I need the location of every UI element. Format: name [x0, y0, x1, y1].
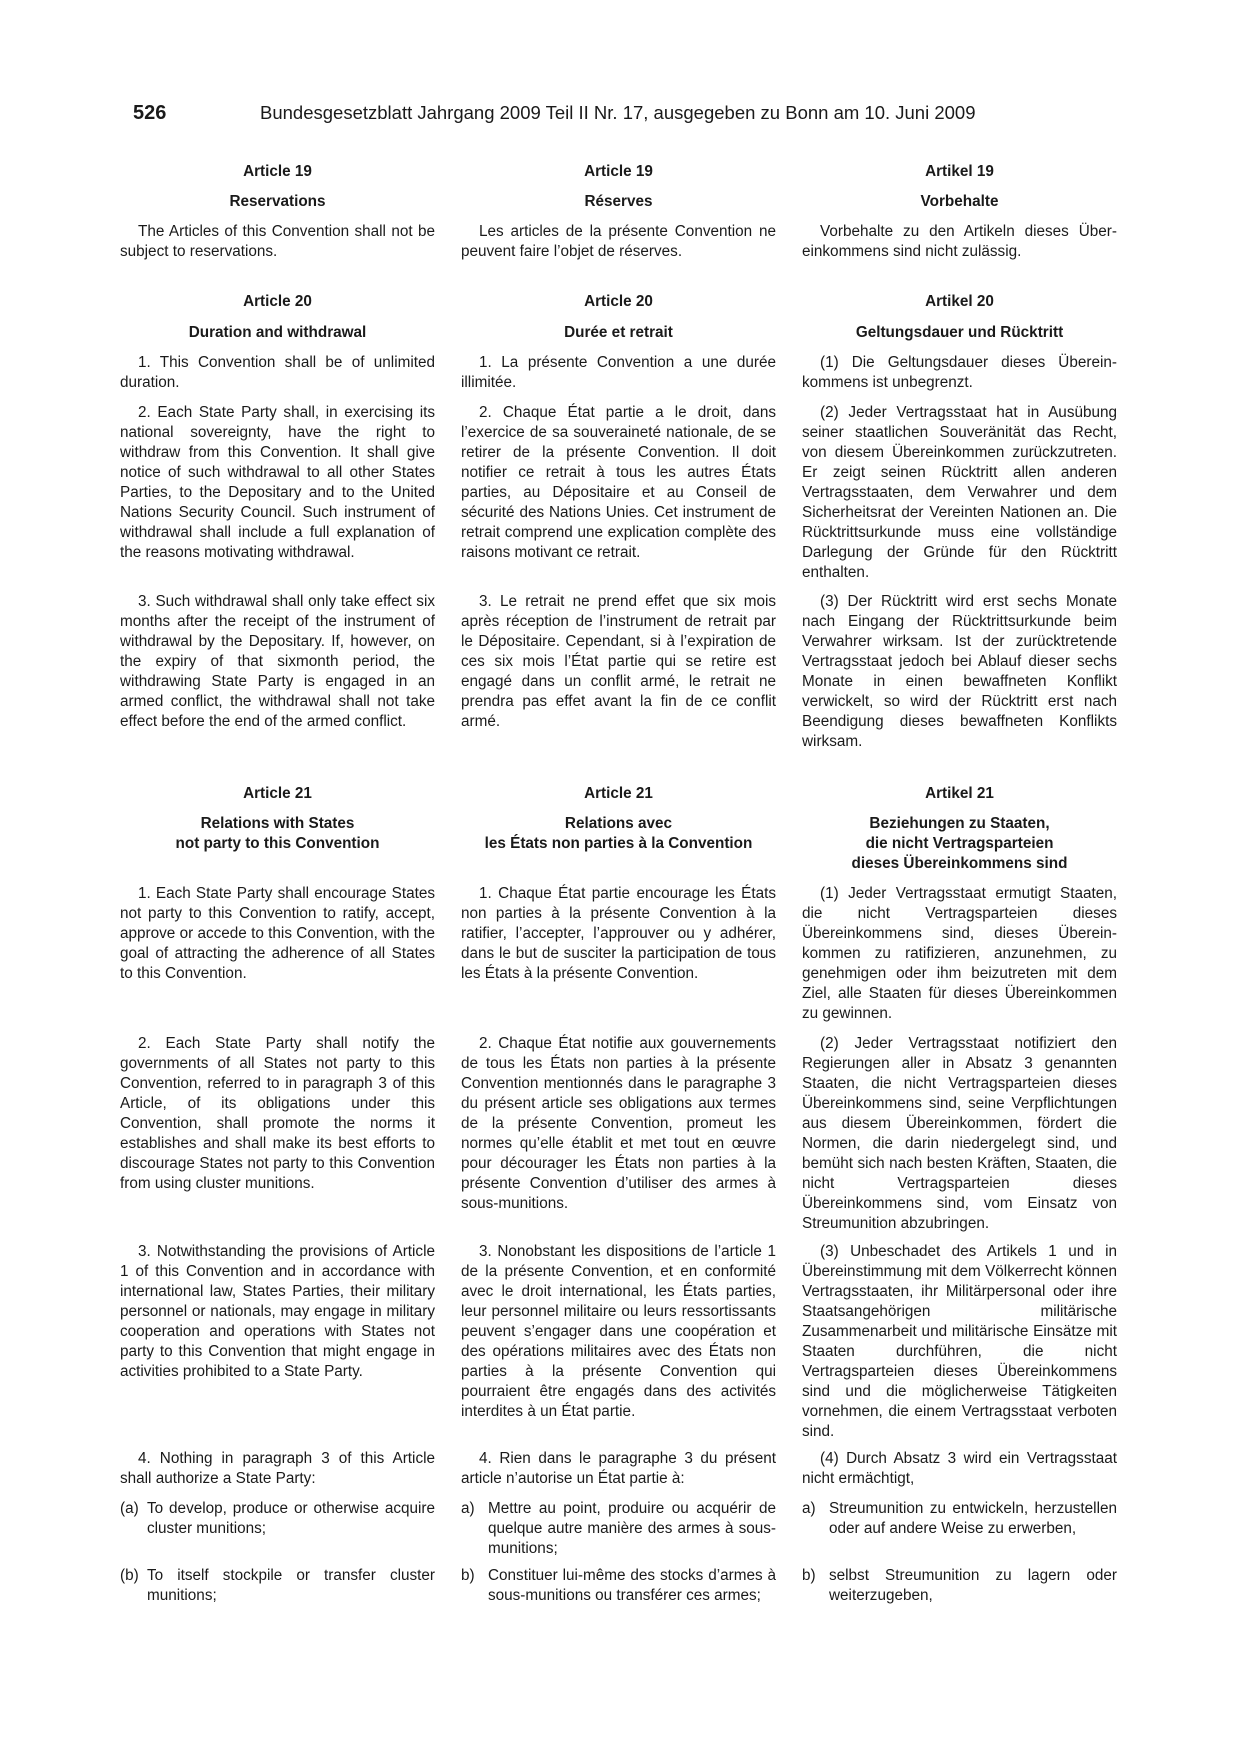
list-item-b — [120, 1566, 435, 1606]
list-marker: b) — [461, 1567, 475, 1584]
article-21-heading-line-2: les États non parties à la Convention — [484, 835, 753, 852]
article-21-paragraph-2: (2) Jeder Vertragsstaat notifiziert den Regierungen aller in Absatz 3 genannten Staaten, die nicht Vertragsparteien dieses Übereinkommens sind, seine Verpflichtungen aus diesem Übereinkommen, fördert die Normen, die darin niedergelegt sind, und bemüht sich nach besten Kräften, Staaten, die nicht Vertragsparteien dieses Übereinkommens sind, vom Einsatz von Streumunition abzubringen. — [802, 1035, 1117, 1232]
article-21-paragraph-1: 1. Each State Party shall encourage States not party to this Convention to ratify, accept, approve or accede to this Convention, with the goal of attracting the adherence of all States to this Convention. — [120, 885, 435, 982]
article-19-title: Artikel 19 — [925, 163, 994, 180]
article-21-heading-line-3: dieses Übereinkommens sind — [851, 855, 1068, 872]
list-item-a — [461, 1499, 776, 1559]
article-21-heading-line-1: Beziehungen zu Staaten, — [869, 815, 1050, 832]
article-19-title: Article 19 — [584, 163, 653, 180]
article-21-heading-line-2: die nicht Vertragsparteien — [865, 835, 1054, 852]
list-text: To itself stockpile or transfer cluster munitions; — [147, 1567, 435, 1604]
list-text: selbst Streumunition zu lagern oder weiterzugeben, — [829, 1567, 1117, 1604]
list-item-b — [461, 1566, 776, 1606]
article-21-paragraph-2: 2. Chaque État notifie aux gouvernements de tous les États non parties à la présente Convention mentionnés dans le paragraphe 3 du présent article ses obligations aux termes de la présente Convention, promeut les normes qu’elle établit et met tout en œuvre pour décourager les États non parties à la présente Convention d’utiliser des armes à sous-munitions. — [461, 1035, 776, 1212]
article-20-title: Article 20 — [584, 293, 653, 310]
article-21-paragraph-1: 1. Chaque État partie encourage les États non parties à la présente Convention à la ratifier, l’accepter, l’approuver ou y adhérer, dans le but de susciter la participation de tous les États à la présente Convention. — [461, 885, 776, 982]
page-number: 526 — [133, 102, 167, 124]
list-marker: (a) — [120, 1500, 139, 1517]
article-20-title: Artikel 20 — [925, 293, 994, 310]
article-21-heading-line-1: Relations with States — [200, 815, 355, 832]
article-19-paragraph: Vorbehalte zu den Artikeln dieses Übereinkommens sind nicht zulässig. — [802, 223, 1117, 260]
article-20-paragraph-2: 2. Each State Party shall, in exercising its national sovereignty, have the right to withdraw from this Convention. It shall give notice of such withdrawal to all other States Parties, to the Depositary and to the United Nations Security Council. Such instrument of withdrawal shall include a full explanation of the reasons motivating withdrawal. — [120, 404, 435, 561]
article-21-title: Article 21 — [243, 785, 312, 802]
article-20-paragraph-2: 2. Chaque État partie a le droit, dans l’exercice de sa souveraineté nationale, de se retirer de la présente Convention. Il doit notifier ce retrait à tous les autres États parties, au Dépositaire et au Conseil de sécurité des Nations Unies. Cet instrument de retrait comprend une explication complète des raisons motivant ce retrait. — [461, 404, 776, 561]
article-21-paragraph-4: (4) Durch Absatz 3 wird ein Vertragsstaat nicht ermächtigt, — [802, 1450, 1117, 1487]
article-19-heading: Reservations — [229, 193, 326, 210]
article-20-heading: Duration and withdrawal — [188, 324, 367, 341]
list-text: Streumunition zu entwickeln, herzustellen oder auf andere Weise zu erwerben, — [829, 1500, 1117, 1537]
article-21-paragraph-3: (3) Unbeschadet des Artikels 1 und in Übereinstimmung mit dem Völkerrecht können Vertragsstaaten, ihr Militärpersonal oder ihre Staatsangehörigen militärische Zusammenarbeit und militärische Einsätze mit Staaten durchführen, die nicht Vertragsparteien dieses Übereinkommens sind und die möglicherweise Tätigkeiten vornehmen, die einem Vertragsstaat verboten sind. — [802, 1243, 1117, 1440]
article-19-title: Article 19 — [243, 163, 312, 180]
article-20-paragraph-3: (3) Der Rücktritt wird erst sechs Monate nach Eingang der Rücktrittsurkunde beim Verwahrer wirksam. Ist der zurücktretende Vertragsstaat jedoch bei Ablauf dieser sechs Monate in einen bewaffneten Konflikt verwickelt, so wird der Rücktritt erst nach Beendigung dieses bewaffneten Konflikts wirksam. — [802, 593, 1117, 750]
list-marker: a) — [461, 1500, 475, 1517]
list-marker: b) — [802, 1567, 816, 1584]
article-20-paragraph-3: 3. Le retrait ne prend effet que six mois après réception de l’instrument de retrait par le Dépositaire. Cependant, si à l’expiration de ces six mois l’État partie qui se retire est engagé dans un conflit armé, le retrait ne prendra pas effet avant la fin de ce conflit armé. — [461, 593, 776, 730]
list-item-a — [802, 1499, 1117, 1539]
article-20-paragraph-2: (2) Jeder Vertragsstaat hat in Ausübung seiner staatlichen Souveränität das Recht, von diesem Übereinkommen zurückzutreten. Er zeigt seinen Rücktritt allen anderen Vertragsstaaten, dem Verwahrer und dem Sicherheitsrat der Vereinten Nationen an. Die Rücktrittsurkunde muss eine vollständige Darlegung der Gründe für den Rücktritt enthalten. — [802, 404, 1117, 581]
article-20-paragraph-1: 1. This Convention shall be of unlimited duration. — [120, 354, 435, 391]
article-21-title: Article 21 — [584, 785, 653, 802]
page-header — [133, 102, 1113, 132]
article-20-paragraph-1: 1. La présente Convention a une durée illimitée. — [461, 354, 776, 391]
list-marker: (b) — [120, 1567, 139, 1584]
article-19-heading: Réserves — [584, 193, 653, 210]
running-title: Bundesgesetzblatt Jahrgang 2009 Teil II Nr. 17, ausgegeben zu Bonn am 10. Juni 2009 — [260, 102, 976, 123]
article-21-paragraph-4: 4. Nothing in paragraph 3 of this Article shall authorize a State Party: — [120, 1450, 435, 1487]
article-21-title: Artikel 21 — [925, 785, 994, 802]
list-text: To develop, produce or otherwise acquire cluster munitions; — [147, 1500, 435, 1537]
article-19-paragraph: Les articles de la présente Convention ne peuvent faire l’objet de réserves. — [461, 223, 776, 260]
article-21-paragraph-3: 3. Notwithstanding the provisions of Article 1 of this Convention and in accordance with international law, States Parties, their military personnel or nationals, may engage in military cooperation and operations with States not party to this Convention that might engage in activities prohibited to a State Party. — [120, 1243, 435, 1380]
article-19-heading: Vorbehalte — [920, 193, 999, 210]
list-marker: a) — [802, 1500, 816, 1517]
article-21-paragraph-2: 2. Each State Party shall notify the governments of all States not party to this Convention, referred to in paragraph 3 of this Article, of its obligations under this Convention, shall promote the norms it establishes and shall make its best efforts to discourage States not party to this Convention from using cluster munitions. — [120, 1035, 435, 1192]
article-21-paragraph-4: 4. Rien dans le paragraphe 3 du présent article n’autorise un État partie à: — [461, 1450, 776, 1487]
article-21-paragraph-3: 3. Nonobstant les dispositions de l’article 1 de la présente Convention, et en conformité avec le droit international, les États parties, leur personnel militaire ou leurs ressortissants peuvent s’engager dans une coopération et des opérations militaires avec des États non parties à la présente Convention qui pourraient être engagés dans des activités interdites à un État partie. — [461, 1243, 776, 1420]
list-item-a — [120, 1499, 435, 1539]
article-20-paragraph-1: (1) Die Geltungsdauer dieses Übereinkommens ist unbegrenzt. — [802, 354, 1117, 391]
article-19-paragraph: The Articles of this Convention shall not be subject to reservations. — [120, 223, 435, 260]
article-20-title: Article 20 — [243, 293, 312, 310]
article-20-heading: Durée et retrait — [564, 324, 673, 341]
list-text: Mettre au point, produire ou acquérir de quelque autre manière des armes à sous-munitions; — [488, 1500, 776, 1557]
list-text: Constituer lui-même des stocks d’armes à sous-munitions ou transférer ces armes; — [488, 1567, 776, 1604]
article-20-paragraph-3: 3. Such withdrawal shall only take effect six months after the receipt of the instrument of withdrawal by the Depositary. If, however, on the expiry of that sixmonth period, the withdrawing State Party is engaged in an armed conflict, the withdrawal shall not take effect before the end of the armed conflict. — [120, 593, 435, 730]
article-21-paragraph-1: (1) Jeder Vertragsstaat ermutigt Staaten, die nicht Vertragsparteien dieses Übereinkommens sind, dieses Übereinkommen zu ratifizieren, anzunehmen, zu genehmigen oder ihm beizutreten mit dem Ziel, alle Staaten für dieses Übereinkommen zu gewinnen. — [802, 885, 1117, 1022]
article-20-heading: Geltungsdauer und Rücktritt — [855, 324, 1064, 341]
article-21-heading-line-1: Relations avec — [564, 815, 673, 832]
list-item-b — [802, 1566, 1117, 1606]
article-21-heading-line-2: not party to this Convention — [175, 835, 380, 852]
